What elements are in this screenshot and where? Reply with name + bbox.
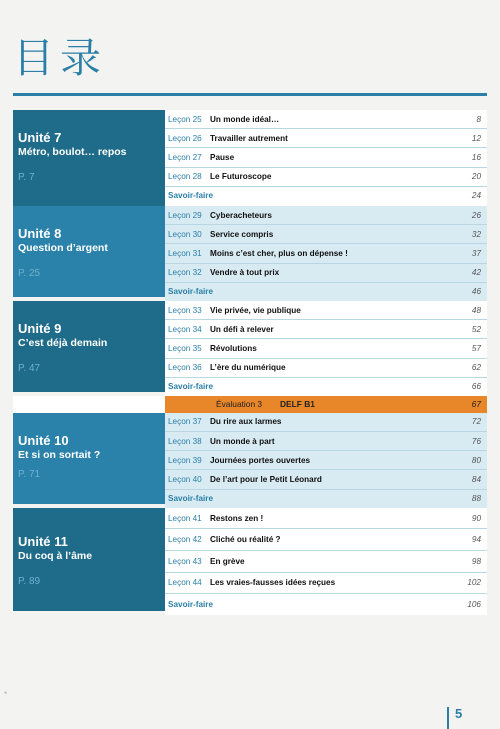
- lesson-page: 62: [471, 363, 481, 373]
- lesson-title: Travailler autrement: [210, 133, 288, 143]
- lesson-title: Un défi à relever: [210, 324, 274, 334]
- lesson-page: 88: [471, 494, 481, 504]
- lesson-title: Les vraies-fausses idées reçues: [210, 578, 336, 588]
- lesson-row[interactable]: [165, 264, 487, 283]
- lesson-row[interactable]: [165, 148, 487, 167]
- lesson-row[interactable]: [165, 451, 487, 470]
- lesson-row[interactable]: [165, 573, 487, 595]
- lesson-page: 26: [471, 210, 481, 220]
- title-divider: [13, 93, 487, 96]
- lesson-title: Un monde idéal…: [210, 114, 280, 124]
- lesson-number: Leçon 37: [168, 417, 202, 427]
- unit-header: [13, 301, 165, 392]
- lesson-number: Leçon 30: [168, 229, 202, 239]
- lesson-page: 16: [471, 152, 481, 162]
- page-title: 目录: [13, 34, 107, 82]
- unit-header: [13, 413, 165, 504]
- lesson-number: Leçon 27: [168, 152, 202, 162]
- unit-subtitle: Métro, boulot… repos: [18, 146, 127, 158]
- lesson-page: 12: [471, 133, 481, 143]
- unit-label: Unité 10: [18, 432, 69, 448]
- lesson-number: Leçon 42: [168, 535, 202, 545]
- savoir-faire-label: Savoir-faire: [168, 287, 214, 297]
- unit-header: [13, 508, 165, 611]
- lesson-list: [165, 206, 487, 301]
- lesson-page: 37: [471, 248, 481, 258]
- unit-8: [13, 206, 487, 301]
- lesson-title: Cyberacheteurs: [210, 210, 272, 220]
- unit-subtitle: Du coq à l’âme: [18, 549, 93, 562]
- lesson-page: 102: [467, 578, 481, 588]
- lesson-number: Leçon 36: [168, 363, 202, 373]
- unit-header: [13, 110, 165, 206]
- lesson-title: Cliché ou réalité ?: [210, 535, 281, 545]
- unit-11: [13, 508, 487, 615]
- lesson-page: 72: [471, 417, 481, 427]
- unit-subtitle: Et si on sortait ?: [18, 448, 101, 461]
- lesson-page: 20: [471, 172, 481, 182]
- lesson-number: Leçon 43: [168, 556, 202, 566]
- lesson-page: 48: [471, 305, 481, 315]
- lesson-row[interactable]: [165, 129, 487, 148]
- lesson-number: Leçon 34: [168, 324, 202, 334]
- lesson-title: Pause: [210, 152, 235, 162]
- lesson-title: De l’art pour le Petit Léonard: [210, 475, 322, 485]
- lesson-title: Vendre à tout prix: [210, 268, 280, 278]
- unit-label: Unité 11: [18, 533, 68, 549]
- lesson-title: Du rire aux larmes: [210, 417, 282, 427]
- savoir-faire-label: Savoir-faire: [168, 382, 214, 392]
- savoir-faire-row[interactable]: [165, 490, 487, 508]
- lesson-page: 57: [471, 343, 481, 353]
- evaluation-page: 67: [471, 399, 481, 410]
- lesson-row[interactable]: [165, 470, 487, 489]
- lesson-page: 76: [471, 436, 481, 446]
- unit-7: [13, 110, 487, 206]
- lesson-number: Leçon 40: [168, 475, 202, 485]
- unit-page: P. 71: [18, 468, 41, 480]
- footer-divider: [447, 707, 449, 729]
- lesson-number: Leçon 41: [168, 513, 202, 523]
- lesson-number: Leçon 38: [168, 436, 202, 446]
- lesson-number: Leçon 25: [168, 114, 202, 124]
- lesson-title: En grève: [210, 556, 245, 566]
- lesson-row[interactable]: [165, 320, 487, 339]
- lesson-title: Le Futuroscope: [210, 172, 272, 182]
- lesson-list: [165, 301, 487, 396]
- unit-label: Unité 9: [18, 320, 62, 336]
- margin-mark: *: [4, 690, 8, 699]
- lesson-page: 98: [471, 556, 481, 566]
- savoir-faire-row[interactable]: [165, 594, 487, 615]
- page-number: 5: [455, 706, 463, 721]
- lesson-number: Leçon 39: [168, 455, 202, 465]
- lesson-row[interactable]: [165, 244, 487, 263]
- lesson-page: 24: [471, 191, 481, 201]
- lesson-title: Révolutions: [210, 343, 257, 353]
- lesson-page: 46: [471, 287, 481, 297]
- lesson-title: Restons zen !: [210, 513, 264, 523]
- lesson-row[interactable]: [165, 168, 487, 187]
- evaluation-bar: [165, 396, 487, 413]
- lesson-row[interactable]: [165, 508, 487, 530]
- lesson-page: 66: [471, 382, 481, 392]
- unit-page: P. 7: [18, 172, 35, 183]
- lesson-number: Leçon 26: [168, 133, 202, 143]
- savoir-faire-row[interactable]: [165, 378, 487, 396]
- lesson-page: 80: [471, 455, 481, 465]
- unit-header: [13, 206, 165, 297]
- lesson-title: Vie privée, vie publique: [210, 305, 301, 315]
- lesson-number: Leçon 35: [168, 343, 202, 353]
- lesson-number: Leçon 28: [168, 172, 202, 182]
- lesson-row[interactable]: [165, 110, 487, 129]
- evaluation-label: Évaluation 3: [216, 399, 263, 410]
- savoir-faire-label: Savoir-faire: [168, 191, 214, 201]
- lesson-row[interactable]: [165, 206, 487, 225]
- lesson-title: Un monde à part: [210, 436, 275, 446]
- lesson-title: Journées portes ouvertes: [210, 455, 311, 465]
- unit-page: P. 25: [18, 268, 41, 279]
- lesson-row[interactable]: [165, 301, 487, 320]
- evaluation-spacer: [13, 396, 165, 413]
- lesson-list: [165, 413, 487, 508]
- unit-subtitle: C’est déjà demain: [18, 336, 108, 349]
- lesson-number: Leçon 29: [168, 210, 202, 220]
- lesson-page: 90: [471, 513, 481, 523]
- lesson-number: Leçon 33: [168, 305, 202, 315]
- lesson-page: 32: [471, 229, 481, 239]
- unit-10: [13, 413, 487, 508]
- delf-label: DELF B1: [280, 399, 315, 410]
- savoir-faire-row[interactable]: [165, 187, 487, 205]
- lesson-row[interactable]: [165, 432, 487, 451]
- savoir-faire-row[interactable]: [165, 283, 487, 301]
- lesson-page: 42: [471, 268, 481, 278]
- lesson-page: 94: [471, 535, 481, 545]
- lesson-page: 106: [467, 599, 481, 609]
- unit-9: [13, 301, 487, 396]
- lesson-page: 52: [471, 324, 481, 334]
- lesson-number: Leçon 31: [168, 248, 202, 258]
- lesson-number: Leçon 44: [168, 578, 202, 588]
- lesson-number: Leçon 32: [168, 268, 202, 278]
- unit-label: Unité 7: [18, 130, 62, 145]
- savoir-faire-label: Savoir-faire: [168, 494, 214, 504]
- lesson-title: Moins c’est cher, plus on dépense !: [210, 248, 348, 258]
- lesson-title: L’ère du numérique: [210, 363, 286, 373]
- lesson-list: [165, 508, 487, 615]
- unit-label: Unité 8: [18, 226, 62, 241]
- lesson-row[interactable]: [165, 551, 487, 573]
- lesson-row[interactable]: [165, 359, 487, 378]
- lesson-page: 8: [476, 114, 481, 124]
- lesson-row[interactable]: [165, 225, 487, 244]
- table-of-contents: [13, 110, 487, 615]
- lesson-title: Service compris: [210, 229, 274, 239]
- unit-subtitle: Question d’argent: [18, 242, 108, 254]
- savoir-faire-label: Savoir-faire: [168, 599, 214, 609]
- lesson-list: [165, 110, 487, 206]
- unit-page: P. 47: [18, 362, 41, 374]
- evaluation-row[interactable]: [13, 396, 487, 413]
- unit-page: P. 89: [18, 575, 41, 587]
- lesson-row[interactable]: [165, 529, 487, 551]
- lesson-row[interactable]: [165, 413, 487, 432]
- lesson-row[interactable]: [165, 339, 487, 358]
- lesson-page: 84: [471, 475, 481, 485]
